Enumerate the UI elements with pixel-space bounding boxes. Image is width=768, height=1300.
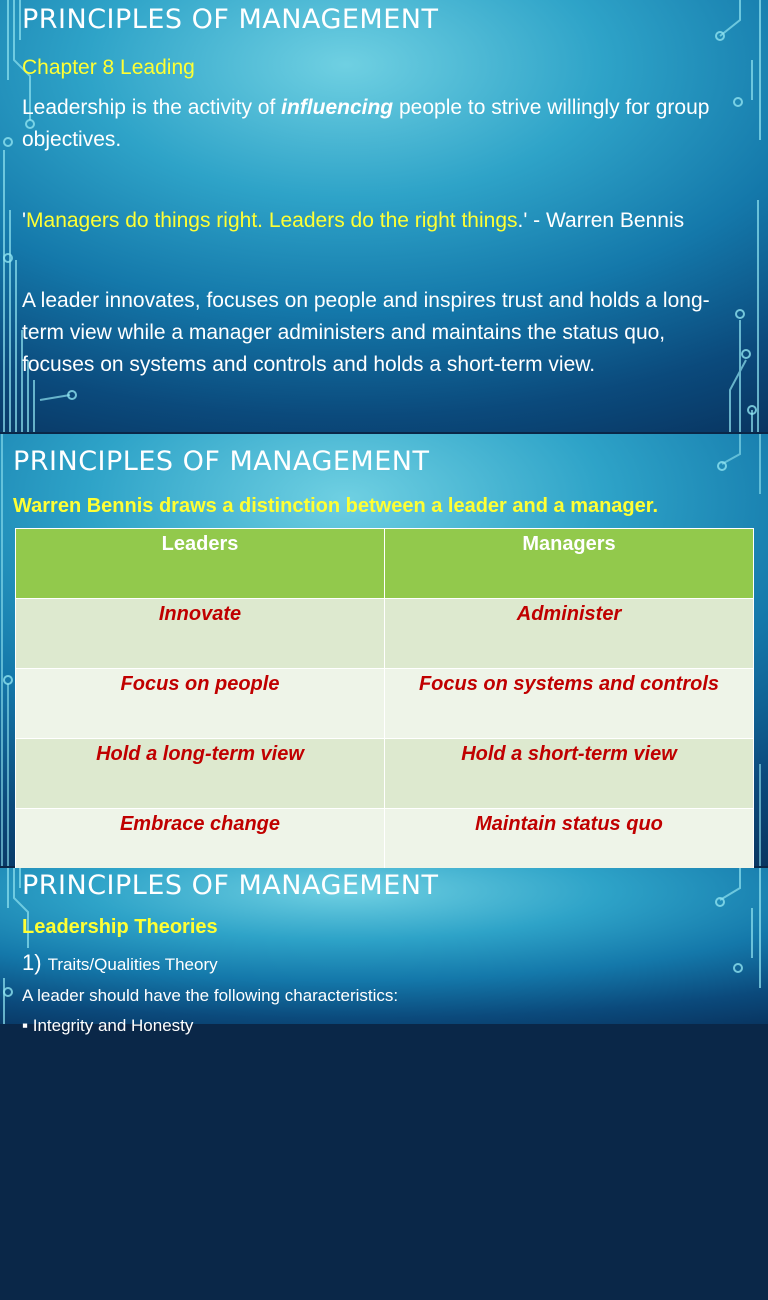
slide-2 [0, 434, 768, 866]
quote-attribution: .' - Warren Bennis [517, 209, 685, 232]
definition-emphasis: influencing [281, 96, 394, 119]
definition-text: Leadership is the activity of [22, 96, 282, 119]
chapter-subtitle: Chapter 8 Leading [22, 56, 195, 79]
header-leaders: Leaders [16, 529, 385, 599]
leader-cell: Embrace change [16, 809, 385, 879]
manager-cell: Focus on systems and controls [385, 669, 754, 739]
quote-open: ' [22, 209, 27, 232]
theory-name: Traits/Qualities Theory [47, 955, 218, 974]
definition-text-end: people to strive willingly for group objectives. [22, 96, 710, 151]
leader-cell: Innovate [16, 599, 385, 669]
theory-item [22, 950, 218, 976]
slide-title: PRINCIPLES OF MANAGEMENT [22, 870, 439, 901]
slide-title: PRINCIPLES OF MANAGEMENT [22, 4, 439, 35]
manager-cell: Administer [385, 599, 754, 669]
characteristic-text: Integrity and Honesty [32, 1016, 194, 1035]
leader-manager-table [15, 528, 754, 879]
manager-cell: Maintain status quo [385, 809, 754, 879]
table-intro: Warren Bennis draws a distinction between a leader and a manager. [13, 495, 659, 517]
table-row [16, 739, 754, 809]
quote-part-managers: Managers do things right. [26, 209, 263, 232]
quote-part-leaders: Leaders do the right things [268, 209, 518, 232]
leader-vs-manager-paragraph: A leader innovates, focuses on people and inspires trust and holds a long-term view while a manager administers and maintains the status quo, focuses on systems and controls and holds a short-term view. [22, 289, 710, 376]
manager-cell: Hold a short-term view [385, 739, 754, 809]
characteristics-intro: A leader should have the following characteristics: [22, 986, 399, 1005]
characteristic-item: ▪ Integrity and Honesty [22, 1016, 194, 1035]
header-managers: Managers [385, 529, 754, 599]
leader-cell: Focus on people [16, 669, 385, 739]
theory-number: 1) [22, 950, 42, 975]
table-row [16, 599, 754, 669]
table-row [16, 669, 754, 739]
table-header-row [16, 529, 754, 599]
bennis-quote [22, 205, 752, 237]
leadership-definition [22, 92, 742, 156]
section-heading: Leadership Theories [22, 916, 218, 938]
slide-3 [0, 868, 768, 1035]
slide-title: PRINCIPLES OF MANAGEMENT [13, 446, 430, 477]
slide-1 [0, 0, 768, 432]
leader-cell: Hold a long-term view [16, 739, 385, 809]
